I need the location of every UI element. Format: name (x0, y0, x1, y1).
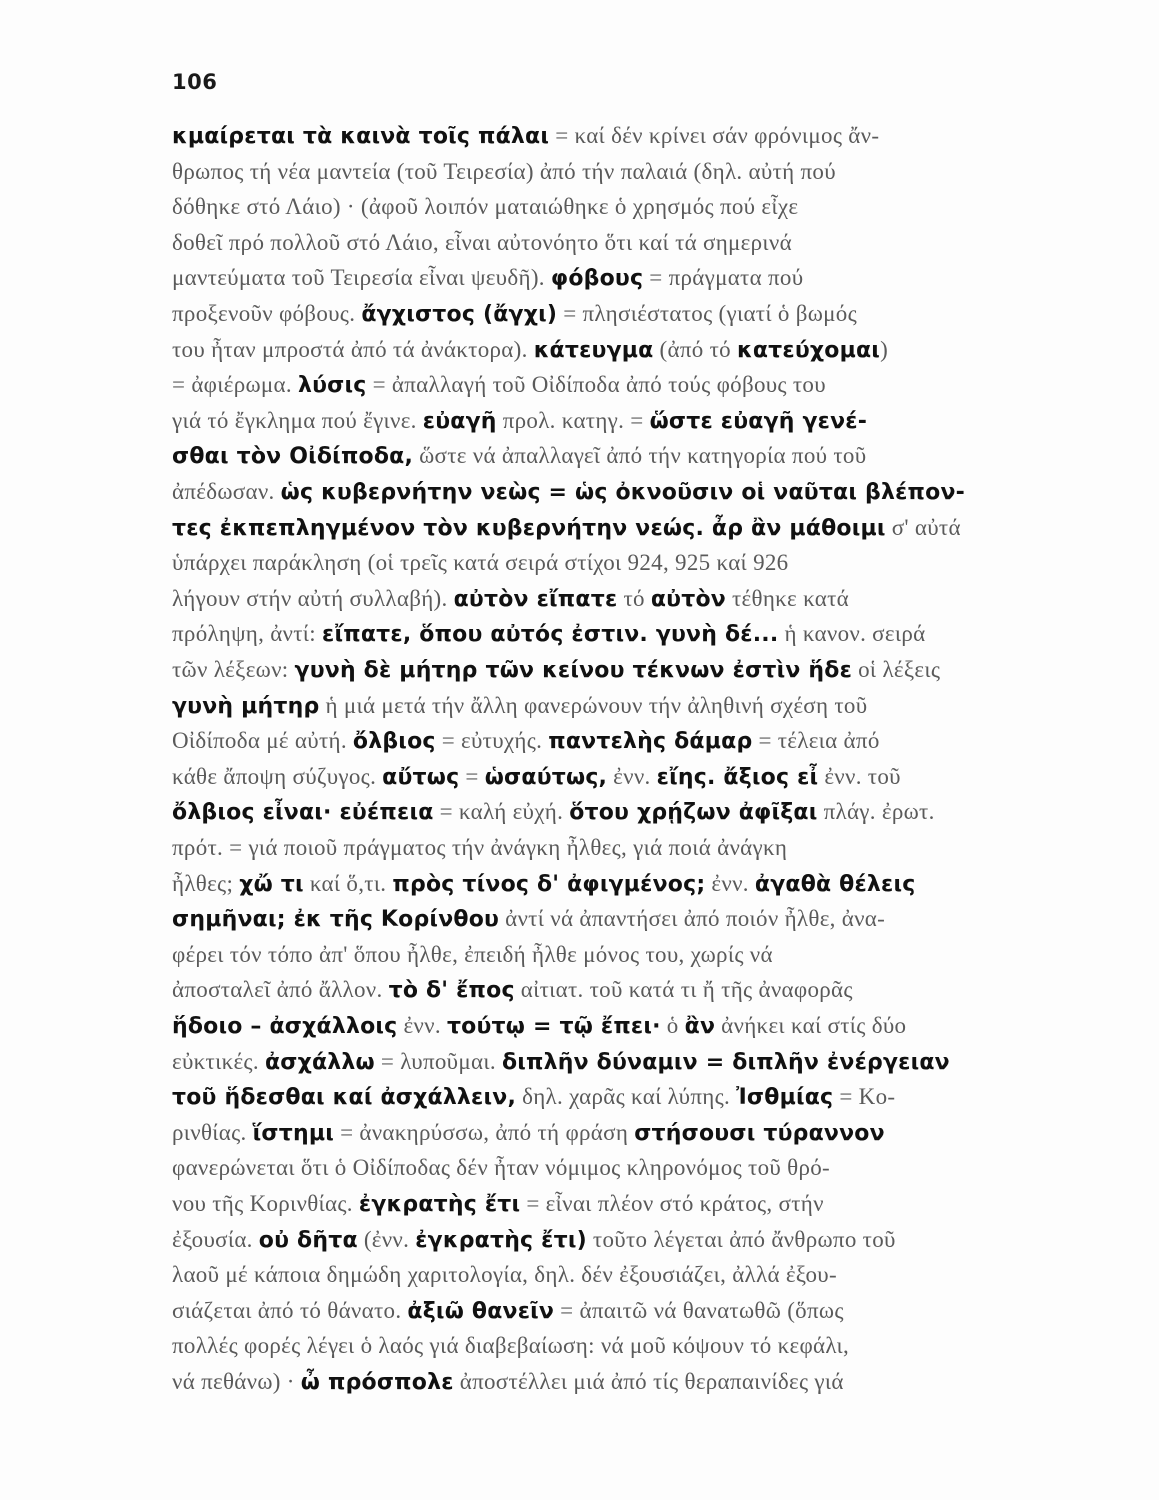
bleed-through-smudge (180, 1398, 440, 1418)
commentary-text: δηλ. χαρᾶς καί λύπης. (516, 1084, 737, 1110)
text-line (172, 1115, 1044, 1151)
text-line (172, 332, 1044, 368)
bold-lemma: ὡσαύτως, (484, 764, 608, 790)
commentary-text: οἱ λέξεις (852, 657, 941, 682)
text-line (172, 972, 1044, 1008)
commentary-text: ρινθίας. (172, 1119, 253, 1145)
commentary-text: ἡ μιά μετά τήν ἄλλη φανερώνουν τήν ἀληθινή σχέση τοῦ (319, 692, 868, 718)
commentary-text: νά πεθάνω) · (172, 1369, 301, 1394)
bold-lemma: κάτευγμα (533, 337, 654, 363)
commentary-text: ἐνν. (397, 1013, 447, 1038)
bold-lemma: αὔτως (382, 764, 460, 790)
bold-lemma: χὤ τι (239, 871, 304, 897)
commentary-text: δόθηκε στό Λάιο) · (ἀφοῦ λοιπόν ματαιώθηκε ὁ χρησμός πού εἶχε (172, 194, 799, 220)
bold-lemma: ἵστημι (252, 1120, 335, 1146)
commentary-text: ἐνν. (607, 763, 657, 789)
commentary-text: ἐξουσία. (172, 1226, 259, 1252)
text-line (172, 723, 1044, 759)
commentary-text: ἦλθες; (172, 870, 240, 896)
commentary-text: πρόληψη, ἀντί: (172, 621, 323, 647)
text-line (172, 688, 1044, 724)
bold-lemma: ὡς κυβερνήτην νεὼς = ὡς ὀκνοῦσιν οἱ ναῦται βλέπον- (280, 480, 965, 505)
text-line (172, 545, 1044, 581)
bold-lemma: τούτῳ = τῷ ἔπει· (446, 1014, 661, 1039)
commentary-text: = εἶναι πλέον στό κράτος, στήν (520, 1191, 824, 1216)
text-line (172, 652, 1044, 688)
commentary-text: ἀντί νά ἀπαντήσει ἀπό ποιόν ἦλθε, ἀνα- (499, 906, 886, 932)
page-number: 106 (172, 70, 218, 94)
text-line (172, 1044, 1044, 1080)
bold-lemma: Ἰσθμίας (736, 1085, 834, 1111)
commentary-text: = τέλεια ἀπό (752, 728, 880, 754)
commentary-text: ἀνήκει καί στίς δύο (715, 1013, 907, 1038)
bold-lemma: κατεύχομαι (737, 337, 881, 363)
commentary-text: αἰτιατ. τοῦ κατά τι ἤ τῆς ἀναφορᾶς (514, 977, 853, 1003)
bold-lemma: ὄλβιος (352, 729, 436, 755)
commentary-text: προξενοῦν φόβους. (172, 301, 362, 326)
text-line (172, 1222, 1044, 1258)
commentary-text: νου τῆς Κορινθίας. (172, 1191, 359, 1216)
text-line (172, 189, 1044, 225)
text-line (172, 438, 1044, 474)
commentary-text: πρότ. = γιά ποιοῦ πράγματος τήν ἀνάγκη ἦλθες, γιά ποιά ἀνάγκη (172, 835, 788, 860)
commentary-text: τό (617, 585, 651, 611)
commentary-text: = λυποῦμαι. (374, 1048, 502, 1074)
bold-lemma: παντελὴς δάμαρ (548, 729, 753, 755)
commentary-text: ) (880, 336, 889, 362)
commentary-text: = ἀπαλλαγή τοῦ Οἰδίποδα ἀπό τούς φόβους του (366, 372, 826, 398)
commentary-text: σιάζεται ἀπό τό θάνατο. (172, 1297, 408, 1323)
text-line (172, 474, 1044, 510)
bold-lemma: ὅτου χρῄζων ἀφῖξαι (569, 800, 818, 826)
commentary-text: ὑπάρχει παράκληση (οἱ τρεῖς κατά σειρά στίχοι 924, 925 καί 926 (172, 550, 789, 576)
commentary-text: πλάγ. ἐρωτ. (817, 799, 935, 825)
bold-lemma: στήσουσι τύραννον (634, 1120, 885, 1146)
bold-lemma: γυνὴ δὲ μήτηρ τῶν κείνου τέκνων ἐστὶν ἥδε (294, 658, 853, 683)
text-line (172, 1150, 1044, 1186)
bold-lemma: τὸ δ' ἔπος (388, 978, 515, 1004)
commentary-text: λήγουν στήν αὐτή συλλαβή). (172, 585, 454, 611)
commentary-text: = Κο- (833, 1084, 896, 1110)
commentary-text: μαντεύματα τοῦ Τειρεσία εἶναι ψευδῆ). (172, 265, 551, 291)
bold-lemma: σθαι τὸν Οἰδίποδα, (172, 444, 414, 470)
text-line (172, 1079, 1044, 1115)
text-line (172, 937, 1044, 973)
commentary-text: = εὐτυχής. (435, 728, 549, 754)
bold-lemma: τοῦ ἥδεσθαι καί ἀσχάλλειν, (172, 1085, 517, 1111)
commentary-text: φέρει τόν τόπο ἀπ' ὅπου ἦλθε, ἐπειδή ἦλθε μόνος του, χωρίς νά (172, 941, 773, 967)
text-line (172, 794, 1044, 830)
text-line (172, 1328, 1044, 1364)
commentary-text: ἡ κανον. σειρά (778, 621, 926, 647)
commentary-text: τῶν λέξεων: (172, 657, 295, 682)
bold-lemma: ἄγχιστος (ἄγχι) (361, 302, 558, 327)
text-line (172, 1257, 1044, 1293)
bold-lemma: κμαίρεται τὰ καινὰ τοῖς πάλαι (172, 124, 550, 149)
bold-lemma: ἀγαθὰ θέλεις (754, 871, 916, 897)
text-line (172, 866, 1044, 902)
commentary-text: = καί δέν κρίνει σάν φρόνιμος ἄν- (549, 123, 880, 148)
commentary-text: ἐνν. (705, 870, 755, 896)
text-line (172, 616, 1044, 652)
text-line (172, 118, 1044, 154)
text-line (172, 154, 1044, 190)
commentary-text: φανερώνεται ὅτι ὁ Οἰδίποδας δέν ἦταν νόμιμος κληρονόμος τοῦ θρό- (172, 1155, 830, 1181)
text-line (172, 510, 1044, 546)
bold-lemma: σημῆναι; ἐκ τῆς Κορίνθου (172, 907, 500, 933)
commentary-text: = ἀπαιτῶ νά θανατωθῶ (ὅπως (554, 1297, 844, 1323)
text-line (172, 581, 1044, 617)
bold-lemma: τες ἐκπεπληγμένον τὸν κυβερνήτην νεώς. ἆρ ἂν μάθοιμι (172, 515, 886, 541)
bold-lemma: ἂν (684, 1014, 716, 1039)
text-line (172, 367, 1044, 403)
bold-lemma: αὐτὸν (650, 586, 726, 612)
commentary-text: ἀποσταλεῖ ἀπό ἄλλον. (172, 977, 389, 1003)
commentary-text: καί ὅ,τι. (303, 870, 393, 896)
bold-lemma: ἐγκρατὴς ἔτι) (415, 1227, 587, 1253)
commentary-text: ὁ (660, 1013, 685, 1038)
commentary-text: δοθεῖ πρό πολλοῦ στό Λάιο, εἶναι αὐτονόητο ὅτι καί τά σημερινά (172, 229, 792, 255)
bold-lemma: εἴπατε, ὅπου αὐτός ἐστιν. γυνὴ δέ... (322, 622, 779, 648)
commentary-text: = καλή εὐχή. (433, 799, 570, 825)
commentary-text: ὥστε νά ἀπαλλαγεῖ ἀπό τήν κατηγορία πού τοῦ (413, 443, 867, 469)
commentary-text: (ἐνν. (357, 1226, 416, 1252)
bold-lemma: γυνὴ μήτηρ (172, 693, 320, 719)
bold-lemma: ὄλβιος εἶναι· εὐέπεια (172, 800, 434, 826)
bold-lemma: διπλῆν δύναμιν = διπλῆν ἐνέργειαν (501, 1049, 950, 1075)
bold-lemma: φόβους (550, 266, 644, 292)
commentary-text: = πράγματα πού (643, 265, 804, 291)
bold-lemma: ὦ πρόσπολε (300, 1370, 454, 1395)
bold-lemma: ἀσχάλλω (264, 1049, 375, 1075)
text-line (172, 830, 1044, 866)
commentary-text: ἐνν. τοῦ (818, 763, 901, 789)
commentary-text: σ' αὐτά (885, 514, 961, 540)
text-line (172, 901, 1044, 937)
bold-lemma: ἀξιῶ θανεῖν (407, 1298, 555, 1324)
commentary-text: = (459, 763, 485, 789)
commentary-text: λαοῦ μέ κάποια δημώδη χαριτολογία, δηλ. δέν ἐξουσιάζει, ἀλλά ἐξου- (172, 1262, 837, 1288)
bold-lemma: ὥστε εὐαγῆ γενέ- (649, 408, 868, 434)
bold-lemma: λύσις (298, 373, 367, 399)
bold-lemma: ἐγκρατὴς ἔτι (358, 1192, 521, 1217)
text-line (172, 260, 1044, 296)
text-line (172, 403, 1044, 439)
commentary-text: = ἀνακηρύσσω, ἀπό τή φράση (334, 1119, 635, 1145)
commentary-text: του ἦταν μπροστά ἀπό τά ἀνάκτορα). (172, 336, 534, 362)
text-line (172, 1364, 1044, 1400)
bold-lemma: ἥδοιο – ἀσχάλλοις (172, 1014, 398, 1039)
commentary-text: τέθηκε κατά (725, 585, 849, 611)
text-line (172, 1008, 1044, 1044)
commentary-text: = πλησιέστατος (γιατί ὁ βωμός (557, 301, 858, 326)
bold-lemma: οὐ δῆτα (258, 1227, 358, 1253)
commentary-text: = ἀφιέρωμα. (172, 372, 298, 398)
bold-lemma: αὐτὸν εἴπατε (453, 586, 618, 612)
commentary-text: τοῦτο λέγεται ἀπό ἄνθρωπο τοῦ (586, 1226, 896, 1252)
text-line (172, 1293, 1044, 1329)
commentary-text: θρωπος τή νέα μαντεία (τοῦ Τειρεσία) ἀπό τήν παλαιά (δηλ. αὐτή πού (172, 158, 836, 184)
commentary-text: ἀπέδωσαν. (172, 479, 281, 504)
bold-lemma: εἴης. ἄξιος εἶ (656, 764, 819, 790)
text-line (172, 759, 1044, 795)
text-line (172, 1186, 1044, 1222)
commentary-text: εὐκτικές. (172, 1048, 265, 1074)
commentary-text: Οἰδίποδα μέ αὐτή. (172, 728, 353, 754)
commentary-text: (ἀπό τό (653, 336, 737, 362)
commentary-text: κάθε ἄποψη σύζυγος. (172, 763, 383, 789)
bold-lemma: πρὸς τίνος δ' ἀφιγμένος; (392, 871, 706, 897)
commentary-text: γιά τό ἔγκλημα πού ἔγινε. (172, 407, 423, 433)
commentary-text: πολλές φορές λέγει ὁ λαός γιά διαβεβαίωση: νά μοῦ κόψουν τό κεφάλι, (172, 1333, 850, 1359)
text-line (172, 225, 1044, 261)
bold-lemma: εὐαγῆ (422, 408, 497, 434)
text-line (172, 296, 1044, 332)
commentary-text: προλ. κατηγ. = (496, 407, 650, 433)
commentary-text: ἀποστέλλει μιά ἀπό τίς θεραπαινίδες γιά (453, 1369, 844, 1394)
